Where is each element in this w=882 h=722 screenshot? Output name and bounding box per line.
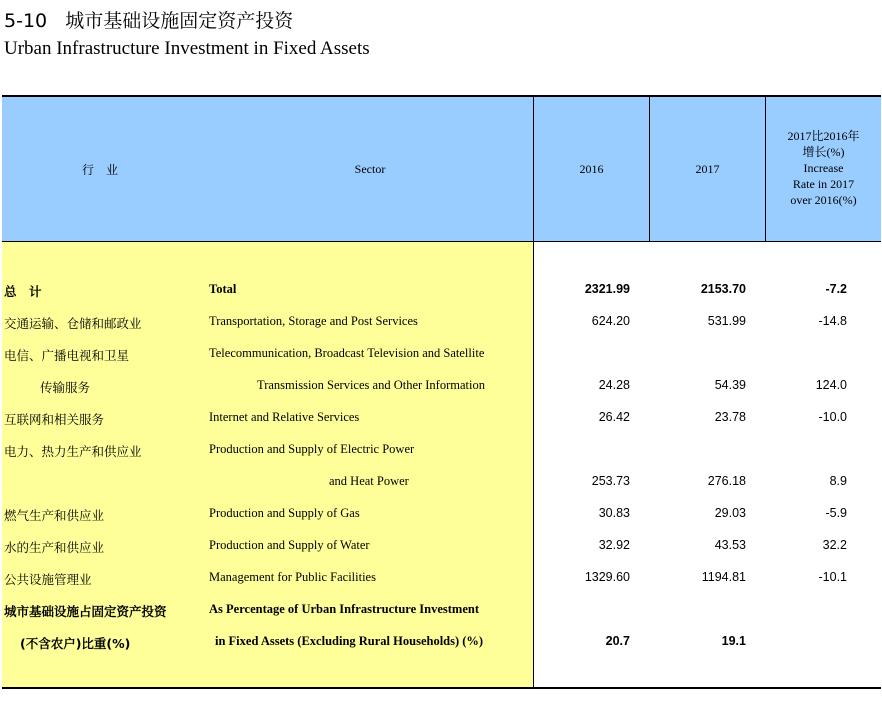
header-sector-en: Sector xyxy=(354,162,386,176)
table-row xyxy=(0,594,882,626)
table-row xyxy=(0,530,882,562)
row-value-2017: 29.03 xyxy=(714,506,746,520)
table-row xyxy=(0,562,882,594)
row-value-rate: 8.9 xyxy=(829,474,847,488)
table-title-cn xyxy=(4,6,293,33)
row-value-rate: -5.9 xyxy=(825,506,847,520)
table-title-cn-text: 城市基础设施固定资产投资 xyxy=(65,10,294,32)
row-value-2017: 19.1 xyxy=(721,634,746,648)
row-value-2016: 624.20 xyxy=(591,314,630,328)
header-rate-line: 增长(%) xyxy=(802,145,845,159)
row-value-2016: 1329.60 xyxy=(584,570,630,584)
row-value-rate: 124.0 xyxy=(815,378,847,392)
row-sector-en: in Fixed Assets (Excluding Rural Households) (%) xyxy=(215,634,484,648)
row-sector-cn: 水的生产和供应业 xyxy=(4,540,105,555)
row-sector-en: Production and Supply of Water xyxy=(209,538,370,552)
row-sector-en: Telecommunication, Broadcast Television and Satellite xyxy=(209,346,485,360)
row-value-2017: 54.39 xyxy=(714,378,746,392)
row-sector-en: Production and Supply of Electric Power xyxy=(209,442,415,456)
row-value-rate: 32.2 xyxy=(822,538,847,552)
row-value-rate: -10.1 xyxy=(818,570,847,584)
row-sector-en: Production and Supply of Gas xyxy=(209,506,360,520)
header-sector-cn: 行 业 xyxy=(81,163,118,177)
row-value-2016: 2321.99 xyxy=(584,282,630,296)
table-row-total xyxy=(0,274,882,306)
header-col-2017: 2017 xyxy=(695,162,720,176)
row-sector-cn: 总 计 xyxy=(4,284,42,299)
row-value-2016: 26.42 xyxy=(598,410,630,424)
row-value-rate: -14.8 xyxy=(818,314,847,328)
row-value-2016: 30.83 xyxy=(598,506,630,520)
row-sector-en: Internet and Relative Services xyxy=(209,410,360,424)
row-sector-cn: 互联网和相关服务 xyxy=(4,412,105,427)
header-bottom-rule xyxy=(2,241,881,242)
row-value-2017: 1194.81 xyxy=(701,570,746,584)
table-row xyxy=(0,338,882,370)
row-value-2016: 253.73 xyxy=(591,474,630,488)
table-number: 5-10 xyxy=(4,10,48,32)
header-rate-line: 2017比2016年 xyxy=(787,129,860,143)
row-value-rate: -10.0 xyxy=(818,410,847,424)
row-value-2017: 43.53 xyxy=(714,538,746,552)
table-row xyxy=(0,402,882,434)
row-sector-en: As Percentage of Urban Infrastructure Investment xyxy=(209,602,479,616)
row-value-2017: 2153.70 xyxy=(700,282,746,296)
table-row xyxy=(0,498,882,530)
row-sector-en: Total xyxy=(209,282,237,296)
row-sector-cn: 燃气生产和供应业 xyxy=(4,508,105,523)
row-value-2016: 24.28 xyxy=(598,378,630,392)
row-sector-cn: 传输服务 xyxy=(40,380,91,395)
table-row xyxy=(0,306,882,338)
table-title-en: Urban Infrastructure Investment in Fixed Assets xyxy=(4,38,370,59)
row-sector-cn: 公共设施管理业 xyxy=(4,572,92,587)
row-value-rate: -7.2 xyxy=(825,282,847,296)
table-row xyxy=(0,466,882,498)
table-row xyxy=(0,370,882,402)
row-value-2017: 531.99 xyxy=(707,314,746,328)
row-sector-cn: 城市基础设施占固定资产投资 xyxy=(4,604,167,619)
table-row xyxy=(0,626,882,658)
row-sector-en: Transportation, Storage and Post Services xyxy=(209,314,418,328)
row-value-2016: 32.92 xyxy=(598,538,630,552)
row-sector-cn: 电力、热力生产和供应业 xyxy=(4,444,142,459)
row-value-2017: 23.78 xyxy=(714,410,746,424)
header-col-2016: 2016 xyxy=(579,162,604,176)
row-sector-en: and Heat Power xyxy=(329,474,409,488)
row-value-2016: 20.7 xyxy=(605,634,630,648)
row-sector-cn: 电信、广播电视和卫星 xyxy=(4,348,130,363)
header-rate-line: Increase xyxy=(803,161,844,175)
row-sector-en: Transmission Services and Other Information xyxy=(257,378,485,392)
header-rate-line: Rate in 2017 xyxy=(792,177,855,191)
header-rate-line: over 2016(%) xyxy=(790,193,857,207)
header-col-rate xyxy=(766,128,881,208)
table-bottom-rule xyxy=(2,687,881,689)
row-sector-cn: (不含农户)比重(%) xyxy=(20,636,131,651)
table-row xyxy=(0,434,882,466)
row-sector-en: Management for Public Facilities xyxy=(209,570,376,584)
row-value-2017: 276.18 xyxy=(707,474,746,488)
row-sector-cn: 交通运输、仓储和邮政业 xyxy=(4,316,142,331)
